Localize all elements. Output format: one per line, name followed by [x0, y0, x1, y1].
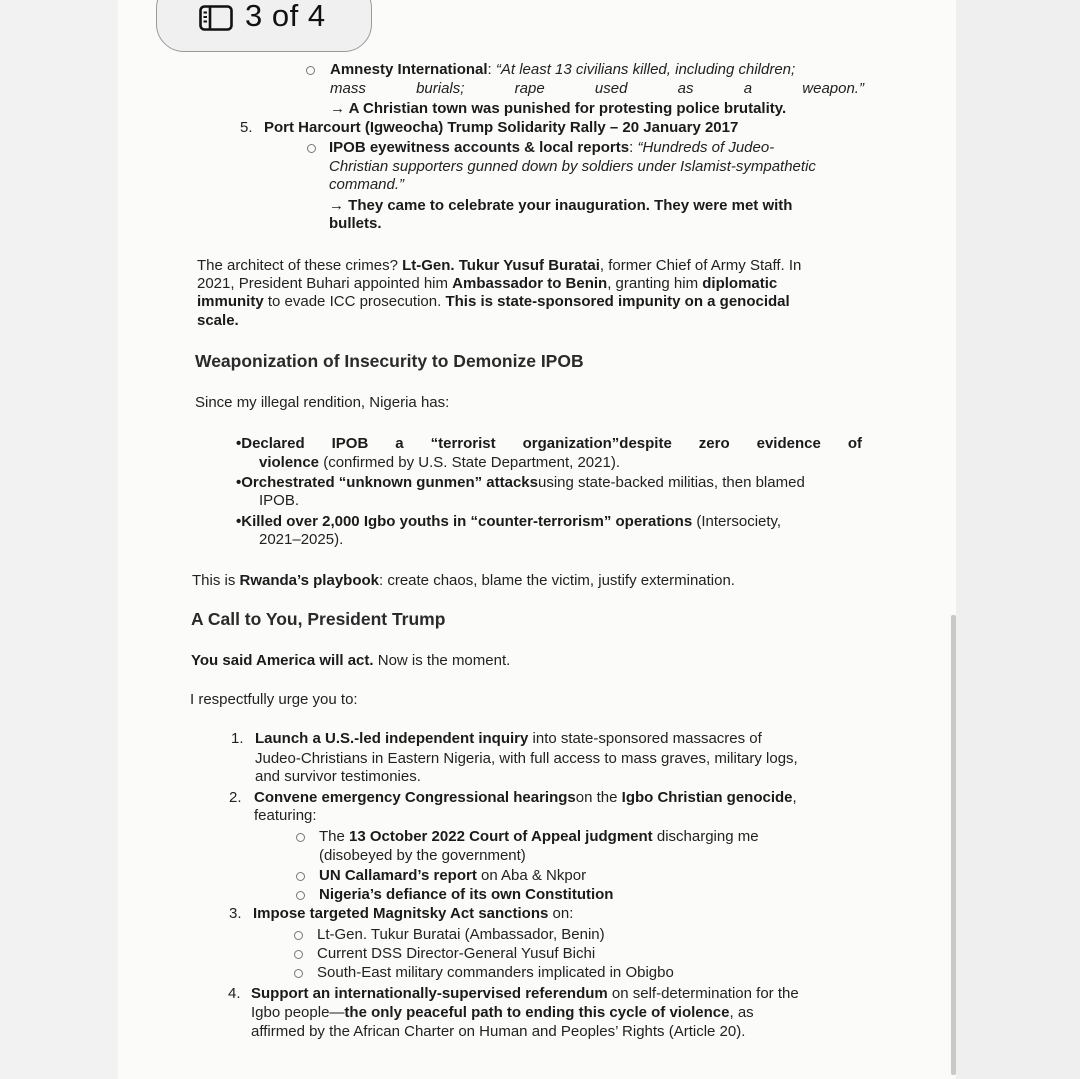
- sub-bullet-icon: [294, 931, 303, 940]
- bullet-orchestrated-line2: IPOB.: [259, 492, 300, 509]
- sub-bullet-icon: [307, 144, 316, 153]
- item5-sub-line2: Christian supporters gunned down by soldiers under Islamist-sympathetic: [329, 158, 816, 175]
- bullet-orchestrated-line1: •Orchestrated “unknown gunmen” attacksusing state-backed militias, then blamed: [236, 474, 805, 491]
- item5-number: 5.: [240, 119, 253, 136]
- call-item2-sub1-line1: The 13 October 2022 Court of Appeal judgment discharging me: [319, 828, 759, 845]
- scrollbar[interactable]: [951, 615, 956, 1075]
- call-item4-line2: Igbo people—the only peaceful path to ending this cycle of violence, as: [251, 1004, 754, 1021]
- sub-bullet-icon: [306, 66, 315, 75]
- call-item3-sub3: South-East military commanders implicated in Obigbo: [317, 964, 674, 981]
- call-item2-sub3: Nigeria’s defiance of its own Constitution: [319, 886, 614, 903]
- bullet-killed-line2: 2021–2025).: [259, 531, 344, 548]
- item5-conclusion-line1: → They came to celebrate your inauguration. They were met with: [329, 197, 793, 214]
- left-margin: [0, 0, 118, 1079]
- weaponization-intro: Since my illegal rendition, Nigeria has:: [195, 394, 450, 411]
- item5-conclusion-line2: bullets.: [329, 215, 382, 232]
- call-item4-number: 4.: [228, 985, 241, 1002]
- bullet-declared-line2: violence (confirmed by U.S. State Department, 2021).: [259, 454, 620, 471]
- section-heading-weaponization: Weaponization of Insecurity to Demonize IPOB: [195, 351, 584, 371]
- call-item1-line2: Judeo-Christians in Eastern Nigeria, with full access to mass graves, military logs,: [255, 750, 798, 767]
- sub-bullet-icon: [296, 891, 305, 900]
- sidebar-panel-icon: [199, 5, 233, 31]
- call-item1-line3: and survivor testimonies.: [255, 768, 421, 785]
- call-item3-line1: Impose targeted Magnitsky Act sanctions on:: [253, 905, 574, 922]
- page-indicator-label: 3 of 4: [245, 0, 326, 33]
- call-item3-sub2: Current DSS Director-General Yusuf Bichi: [317, 945, 596, 962]
- call-item2-sub1-line2: (disobeyed by the government): [319, 847, 526, 864]
- architect-line3: immunity to evade ICC prosecution. This is state-sponsored impunity on a genocidal: [197, 293, 790, 310]
- sub-bullet-icon: [294, 969, 303, 978]
- item5-sub-line3: command.”: [329, 176, 405, 193]
- architect-line2: 2021, President Buhari appointed him Ambassador to Benin, granting him diplomatic: [197, 275, 778, 292]
- america-will-act-line: You said America will act. Now is the moment.: [191, 652, 511, 669]
- amnesty-conclusion: → A Christian town was punished for protesting police brutality.: [330, 100, 787, 117]
- call-item1-number: 1.: [231, 730, 244, 747]
- call-item4-line3: affirmed by the African Charter on Human and Peoples’ Rights (Article 20).: [251, 1023, 746, 1040]
- call-item2-number: 2.: [229, 789, 242, 806]
- sub-bullet-icon: [296, 872, 305, 881]
- architect-line4: scale.: [197, 312, 239, 329]
- bullet-declared-line1: •Declared IPOB a “terrorist organization”despite zero evidence of: [236, 435, 862, 452]
- call-item2-line1: Convene emergency Congressional hearingson the Igbo Christian genocide,: [254, 789, 797, 806]
- urge-line: I respectfully urge you to:: [190, 691, 358, 708]
- call-item4-line1: Support an internationally-supervised referendum on self-determination for the: [251, 985, 799, 1002]
- amnesty-line1: Amnesty International: “At least 13 civilians killed, including children;: [330, 61, 796, 78]
- rwanda-playbook-line: This is Rwanda’s playbook: create chaos, blame the victim, justify extermination.: [192, 572, 735, 589]
- call-item2-line2: featuring:: [254, 807, 317, 824]
- sub-bullet-icon: [296, 833, 305, 842]
- architect-line1: The architect of these crimes? Lt-Gen. Tukur Yusuf Buratai, former Chief of Army Staff. In: [197, 257, 802, 274]
- call-item1-line1: Launch a U.S.-led independent inquiry into state-sponsored massacres of: [255, 730, 762, 747]
- call-item3-sub1: Lt-Gen. Tukur Buratai (Ambassador, Benin): [317, 926, 605, 943]
- sub-bullet-icon: [294, 950, 303, 959]
- right-margin: [956, 0, 1080, 1079]
- item5-title: Port Harcourt (Igweocha) Trump Solidarity Rally – 20 January 2017: [264, 119, 739, 136]
- amnesty-line2: mass burials; rape used as a weapon.”: [330, 80, 864, 97]
- bullet-killed-line1: •Killed over 2,000 Igbo youths in “counter-terrorism” operations (Intersociety,: [236, 513, 782, 530]
- item5-sub-line1: IPOB eyewitness accounts & local reports: “Hundreds of Judeo-: [329, 139, 775, 156]
- section-heading-call: A Call to You, President Trump: [191, 609, 446, 629]
- call-item2-sub2: UN Callamard’s report on Aba & Nkpor: [319, 867, 587, 884]
- page-indicator[interactable]: [156, 0, 372, 52]
- call-item3-number: 3.: [229, 905, 242, 922]
